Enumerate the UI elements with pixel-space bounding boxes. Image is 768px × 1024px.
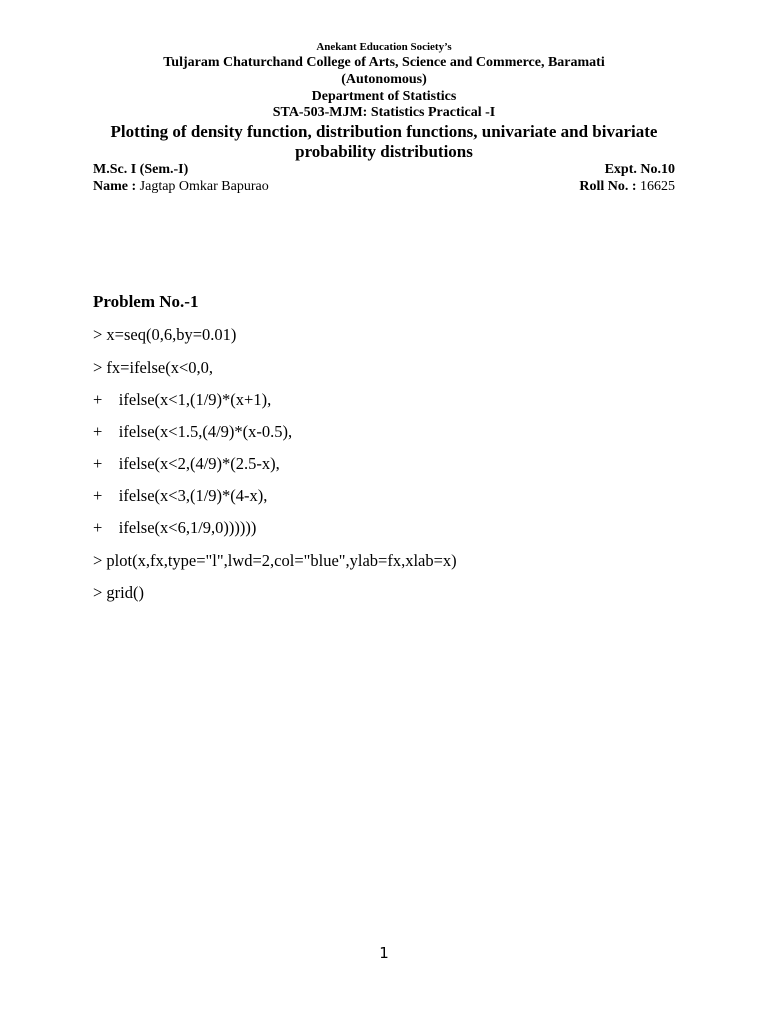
roll-number	[579, 179, 675, 195]
college-name: Tuljaram Chaturchand College of Arts, Science and Commerce, Baramati	[163, 55, 605, 70]
code-line: + ifelse(x<1.5,(4/9)*(x-0.5),	[93, 422, 293, 441]
practical-title-line-1: Plotting of density function, distribution functions, univariate and bivariate	[110, 122, 658, 141]
course-title: STA-503-MJM: Statistics Practical -I	[272, 105, 496, 120]
practical-title-line-2: probability distributions	[295, 142, 473, 161]
student-name	[93, 179, 269, 194]
code-line: + ifelse(x<3,(1/9)*(4-x),	[93, 486, 268, 505]
code-line: > x=seq(0,6,by=0.01)	[93, 325, 237, 344]
code-line: + ifelse(x<6,1/9,0))))))	[93, 518, 257, 537]
roll-value: 16625	[640, 179, 675, 194]
class-label: M.Sc. I (Sem.-I)	[93, 162, 189, 177]
department-name: Department of Statistics	[311, 89, 457, 104]
name-label: Name :	[93, 179, 137, 194]
code-line: > plot(x,fx,type="l",lwd=2,col="blue",ylab=fx,xlab=x)	[93, 551, 457, 570]
code-line: + ifelse(x<1,(1/9)*(x+1),	[93, 390, 272, 409]
page-number: 1	[379, 944, 389, 962]
problem-heading: Problem No.-1	[93, 292, 199, 311]
autonomous-label: (Autonomous)	[341, 72, 427, 87]
code-line: > fx=ifelse(x<0,0,	[93, 358, 214, 377]
experiment-number: Expt. No.10	[604, 162, 675, 177]
society-name: Anekant Education Society’s	[316, 41, 452, 53]
name-value: Jagtap Omkar Bapurao	[139, 179, 269, 194]
code-line: > grid()	[93, 583, 144, 602]
code-line: + ifelse(x<2,(4/9)*(2.5-x),	[93, 454, 280, 473]
class-expt-row	[93, 162, 675, 178]
roll-label: Roll No. :	[579, 179, 637, 194]
name-roll-row	[93, 179, 675, 195]
